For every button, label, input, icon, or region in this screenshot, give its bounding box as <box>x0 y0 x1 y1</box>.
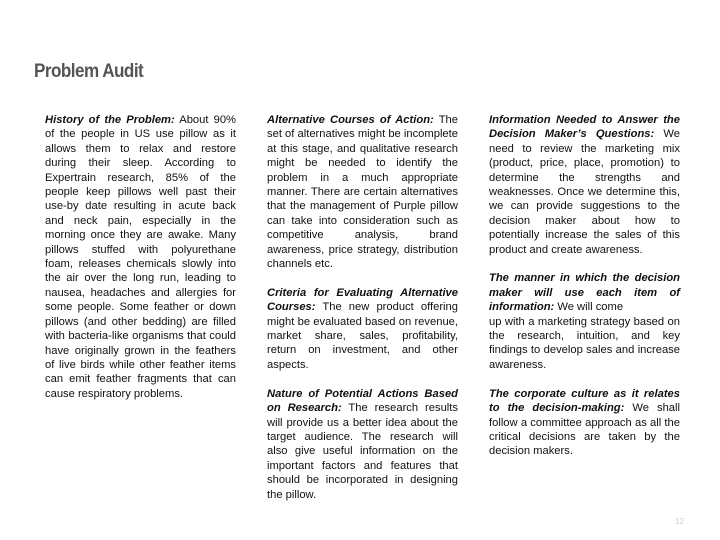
paragraph-body-continued: up with a marketing strategy based on the research, intuition, and key findings to develop sales and increase awareness. <box>489 315 680 371</box>
column-3 <box>489 113 680 473</box>
paragraph-heading: Criteria for Evaluating Alternative Courses: <box>267 286 458 314</box>
decision-maker-usage-paragraph <box>489 271 680 372</box>
paragraph-body: We shall follow a committee approach as all the critical decisions are taken by the decision makers. <box>489 402 680 458</box>
information-needed-paragraph <box>489 113 680 257</box>
criteria-paragraph <box>267 286 458 372</box>
paragraph-body: The research results will provide us a better idea about the target audience. The research will also give useful information on the important factors and features that should be incorporated in designing the pillow. <box>267 402 458 501</box>
paragraph-heading: Alternative Courses of Action: <box>267 114 434 126</box>
history-paragraph <box>45 113 236 401</box>
paragraph-body: We will come <box>554 301 624 314</box>
potential-actions-paragraph <box>267 387 458 502</box>
paragraph-heading: Information Needed to Answer the Decision Maker’s Questions: <box>489 114 680 141</box>
paragraph-body: About 90% of the people in US use pillow as it allows them to relax and restore during their sleep. According to Expertrain research, 85% of the people keep pillows well past their use-by date resulting in acute back and neck pain, especially in the morning once they are awake. Many pillows stuffed with polyurethane foam, releases chemicals slowly into the air over the long run, leading to nausea, headaches and allergies for some people. Some feather or down pillows (and other bedding) are filled with bacteria-like organisms that could have originally grown in the feathers of live birds while other feather items can emit feather fragments that can cause respiratory problems. <box>45 114 236 400</box>
paragraph-heading: The corporate culture as it relates to the decision-making: <box>489 387 680 415</box>
paragraph-body: The new product offering might be evaluated based on revenue, market share, sales, profitability, return on investment, and other aspects. <box>267 301 458 371</box>
paragraph-body: We need to review the marketing mix (product, price, place, promotion) to determine the strengths and weaknesses. Once we determine this, we can provide suggestions to the decision maker about how to potentially increase the sales of this product and create awareness. <box>489 128 680 256</box>
paragraph-body: The set of alternatives might be incomplete at this stage, and qualitative research might be needed to identify the problem in a much appropriate manner. There are certain alternatives that the management of Purple pillow can take into consideration such as competitive analysis, brand awareness, price strategy, distribution channels etc. <box>267 114 458 271</box>
paragraph-heading: Nature of Potential Actions Based on Research: <box>267 387 458 415</box>
page-number: 12 <box>675 517 684 526</box>
paragraph-heading: History of the Problem: <box>45 114 175 126</box>
alternatives-paragraph <box>267 113 458 271</box>
paragraph-heading: The manner in which the decision maker will use each item of information: <box>489 272 680 314</box>
page-title: Problem Audit <box>34 61 144 82</box>
column-1 <box>45 113 236 416</box>
corporate-culture-paragraph <box>489 387 680 459</box>
column-2 <box>267 113 458 516</box>
